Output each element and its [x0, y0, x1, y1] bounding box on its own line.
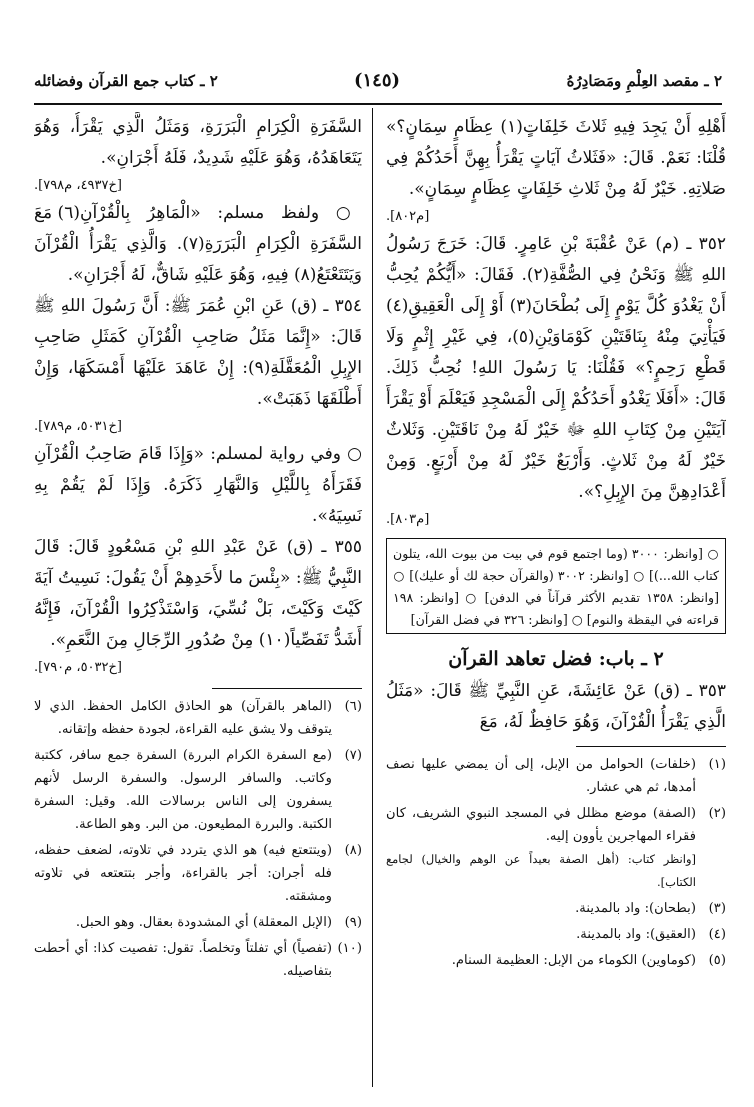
footnotes-left [34, 695, 362, 983]
footnote-rule [212, 688, 362, 689]
hadith-352: ٣٥٢ ـ (م) عَنْ عُقْبَةَ بْنِ عَامِرٍ. قَالَ: خَرَجَ رَسُولُ اللهِ ﷺ وَنَحْنُ فِي الصُّفَّةِ(٢). فَقَالَ: «أَيُّكُمْ يُحِبُّ أَنْ يَغْدُوَ كُلَّ يَوْمٍ إِلَى بُطْحَانَ(٣) أَوْ إِلَى الْعَقِيقِ(٤) فَيَأْتِيَ مِنْهُ بِنَاقَتَيْنِ كَوْمَاوَيْنِ(٥)، فِي غَيْرِ إِثْمٍ وَلَا قَطْعِ رَحِمٍ؟» فَقُلْنَا: يَا رَسُولَ اللهِ! نُحِبُّ ذَلِكَ. قَالَ: «أَفَلَا يَغْدُو أَحَدُكُمْ إِلَى الْمَسْجِدِ فَيَعْلَمَ أَوْ يَقْرَأَ آيَتَيْنِ مِنْ كِتَابِ اللهِ ﷻ خَيْرٌ لَهُ مِنْ نَاقَتَيْنِ. وَثَلاثٌ خَيْرٌ لَهُ مِنْ ثَلاثٍ. وَأَرْبَعٌ خَيْرٌ لَهُ مِنْ أَرْبَعٍ. وَمِنْ أَعْدَادِهِنَّ مِنَ الإِبِلِ؟». [386, 234, 726, 502]
cross-reference-box [386, 538, 726, 634]
hadith-354: ٣٥٤ ـ (ق) عَنِ ابْنِ عُمَرَ ﷺ: أَنَّ رَسُولَ اللهِ ﷺ قَالَ: «إِنَّمَا مَثَلُ صَاحِبِ الْقُرْآنِ كَمَثَلِ صَاحِبِ الإِبِلِ الْمُعَقَّلَةِ(٩): إِنْ عَاهَدَ عَلَيْهَا أَمْسَكَهَا، وَإِنْ أَطْلَقَهَا ذَهَبَتْ». [34, 296, 362, 409]
footnote: (١٠) (تفصياً) أي تفلتاً وتخلصاً. تقول: تفصيت كذا: أي أحطت بتفاصيله. [34, 941, 362, 979]
muslim-narration: ○ وفي رواية لمسلم: «وَإِذَا قَامَ صَاحِبُ الْقُرْآنِ فَقَرَأَهُ بِاللَّيْلِ وَالنَّهَارِ ذَكَرَهُ. وَإِذَا لَمْ يَقُمْ بِهِ نَسِيَهُ». [34, 444, 362, 526]
header-rule [34, 103, 722, 105]
muslim-wording: ○ ولفظ مسلم: «الْمَاهِرُ بِالْقُرْآنِ(٦) مَعَ السَّفَرَةِ الْكِرَامِ الْبَرَرَةِ(٧). وَالَّذِي يَقْرَأُ الْقُرْآنَ وَيَتَتَعْتَعُ(٨) فِيهِ، وَهُوَ عَلَيْهِ شَاقٌّ، لَهُ أَجْرَانِ». [34, 203, 362, 285]
footnote: (٢) (الصفة) موضع مظلل في المسجد النبوي الشريف، كان فقراء المهاجرين يأوون إليه. [وانظر كتاب: (أهل الصفة بعيداً عن الوهم والخيال) لجامع الكتاب]. [386, 806, 726, 889]
hadith-353-reference: [خ٤٩٣٧، م٧٩٨]. [34, 178, 122, 193]
column-divider [372, 108, 373, 1087]
footnote: (٣) (بطحان): واد بالمدينة. [575, 901, 726, 916]
footnote: (٧) (مع السفرة الكرام البررة) السفرة جمع سافر، ككتبة وكاتب. والسافر الرسول. والسفرة الرسل لأنهم يسفرون إلى الناس برسالات الله. وقيل: السفرة الكتبة. والبررة المطيعون. من البر. وهو الطاعة. [34, 748, 362, 832]
hadith-351-end: أَهْلِهِ أَنْ يَجِدَ فِيهِ ثَلاثَ خَلِفَاتٍ(١) عِظَامٍ سِمَانٍ؟» قُلْنَا: نَعَمْ. قَالَ: «فَثَلاثُ آيَاتٍ يَقْرَأُ بِهِنَّ أَحَدُكُمْ فِي صَلاتِهِ. خَيْرٌ لَهُ مِنْ ثَلاثِ خَلِفَاتٍ عِظَامٍ سِمَانٍ». [386, 117, 726, 199]
right-column [386, 112, 726, 975]
footnote: (٩) (الإبل المعقلة) أي المشدودة بعقال. وهو الحبل. [75, 915, 362, 930]
hadith-355-reference: [خ٥٠٣٢، م٧٩٠]. [34, 660, 122, 675]
footnote: (٤) (العقيق): واد بالمدينة. [576, 927, 726, 942]
footnote: (٨) (ويتتعتع فيه) هو الذي يتردد في تلاوته، لضعف حفظه، فله أجران: أجر بالقراءة، وأجر بتتعتعه في تلاوته ومشقته. [34, 843, 362, 904]
hadith-351-reference: [م٨٠٢]. [386, 209, 430, 224]
running-header-book: ٢ ـ كتاب جمع القرآن وفضائله [34, 72, 218, 90]
footnote: (٥) (كوماوين) الكوماء من الإبل: العظيمة السنام. [451, 953, 726, 968]
hadith-353-end: السَّفَرَةِ الْكِرَامِ الْبَرَرَةِ، وَمَثَلُ الَّذِي يَقْرَأُ، وَهُوَ يَتَعَاهَدُهُ، وَهُوَ عَلَيْهِ شَدِيدٌ، فَلَهُ أَجْرَانِ». [34, 117, 362, 168]
footnote: (١) (خلفات) الحوامل من الإبل، إلى أن يمضي عليها نصف أمدها، ثم هي عشار. [386, 757, 726, 795]
page-number: (١٤٥) [353, 70, 401, 91]
cross-reference-text: ○ [وانظر: ٣٠٠٠ (وما اجتمع قوم في بيت من بيوت الله، يتلون كتاب الله...)] ○ [وانظر: ٣٠٠٢ (والقرآن حجة لك أو عليك)] ○ [وانظر: ١٣٥٨ تقديم الأكثر قرآناً في الدفن] ○ [وانظر: ١٩٨ قراءته في اليقظة والنوم] ○ [وانظر: ٣٢٦ في فضل القرآن] [393, 546, 719, 627]
footnotes-right [386, 753, 726, 972]
running-header-section: ٢ ـ مقصد العِلْمِ ومَصَادِرُهُ [566, 72, 722, 90]
hadith-354-reference: [خ٥٠٣١، م٧٨٩]. [34, 419, 122, 434]
footnote-rule [576, 746, 726, 747]
hadith-352-reference: [م٨٠٣]. [386, 512, 430, 527]
hadith-353-start: ٣٥٣ ـ (ق) عَنْ عَائِشَةَ، عَنِ النَّبِيِّ ﷺ قَالَ: «مَثَلُ الَّذِي يَقْرَأُ الْقُرْآنَ، وَهُوَ حَافِظٌ لَهُ، مَعَ [386, 681, 726, 732]
left-column [34, 112, 362, 986]
footnote: (٦) (الماهر بالقرآن) هو الحاذق الكامل الحفظ. الذي لا يتوقف ولا يشق عليه القراءة، لجودة حفظه وإتقانه. [34, 699, 362, 737]
chapter-heading: ٢ ـ باب: فضل تعاهد القرآن [448, 648, 664, 670]
hadith-355: ٣٥٥ ـ (ق) عَنْ عَبْدِ اللهِ بْنِ مَسْعُودٍ قَالَ: قَالَ النَّبِيُّ ﷺ: «بِئْسَ ما لأَحَدِهِمْ أَنْ يَقُولَ: نَسِيتُ آيَةَ كَيْتَ وَكَيْتَ، بَلْ نُسِّيَ، وَاسْتَذْكِرُوا الْقُرْآنَ، فَإِنَّهُ أَشَدُّ تَفَصِّياً(١٠) مِنْ صُدُورِ الرِّجَالِ مِنَ النَّعَمِ». [34, 537, 362, 650]
